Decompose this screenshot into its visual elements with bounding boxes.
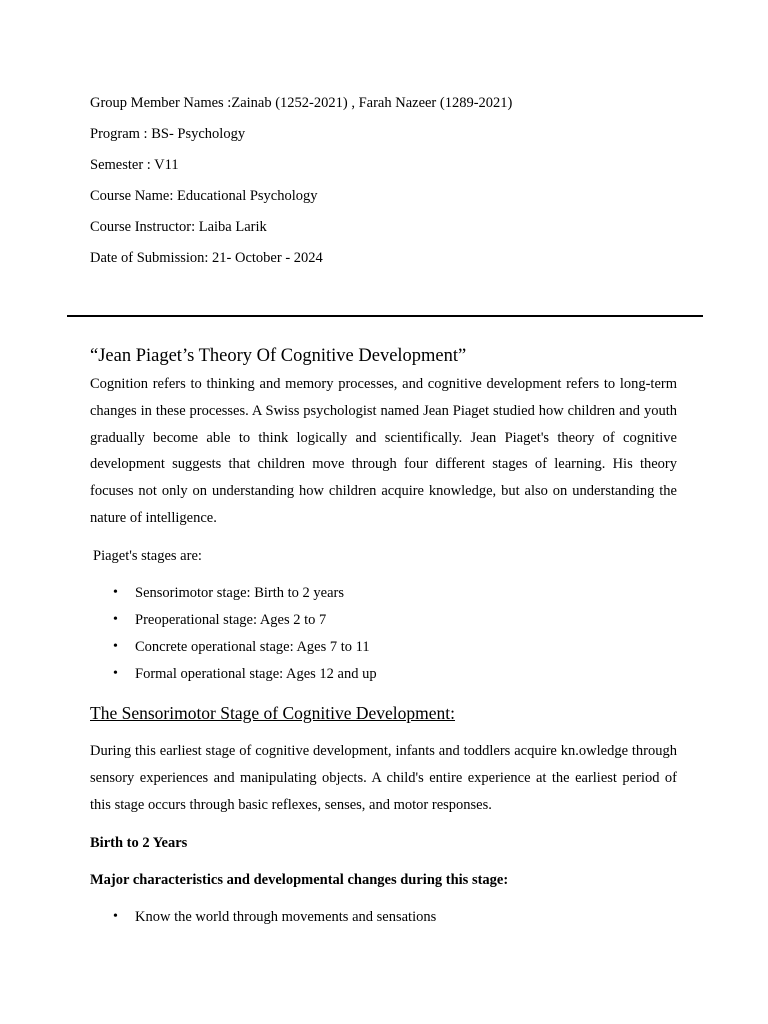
course-instructor-line: Course Instructor: Laiba Larik [90,219,267,235]
stages-intro: Piaget's stages are: [93,548,202,564]
submission-date-line: Date of Submission: 21- October - 2024 [90,250,323,266]
group-member-names: Group Member Names :Zainab (1252-2021) , Farah Nazeer (1289-2021) [90,95,513,111]
horizontal-divider [67,315,703,317]
characteristics-heading: Major characteristics and developmental changes during this stage: [90,872,509,888]
stage-label: Preoperational stage: Ages 2 to 7 [135,612,327,628]
age-range-label: Birth to 2 Years [90,835,188,851]
section-heading: The Sensorimotor Stage of Cognitive Development: [90,703,456,723]
intro-paragraph: Cognition refers to thinking and memory processes, and cognitive development refers to long-term changes in these processes. A Swiss psychologist named Jean Piaget studied how children and youth gradually become able to think logically and scientifically. Jean Piaget's theory of cognitive development suggests that children move through four different stages of learning. His theory focuses not only on understanding how children acquire knowledge, but also on understanding the nature of intelligence. [90,376,677,526]
bullet-icon: • [113,639,118,654]
stage-label: Formal operational stage: Ages 12 and up [135,666,377,682]
bullet-icon: • [113,585,118,600]
program-line: Program : BS- Psychology [90,126,246,142]
stage-label: Sensorimotor stage: Birth to 2 years [135,585,345,601]
course-name-line: Course Name: Educational Psychology [90,188,318,204]
bullet-icon: • [113,666,118,681]
bullet-icon: • [113,909,118,924]
semester-line: Semester : V11 [90,157,179,173]
bullet-icon: • [113,612,118,627]
stage-label: Concrete operational stage: Ages 7 to 11 [135,639,370,655]
characteristic-label: Know the world through movements and sensations [135,909,437,925]
section-paragraph: During this earliest stage of cognitive development, infants and toddlers acquire kn.owledge through sensory experiences and manipulating objects. A child's entire experience at the earliest period of this stage occurs through basic reflexes, senses, and motor responses. [90,743,677,813]
document-title: “Jean Piaget’s Theory Of Cognitive Development” [90,346,467,366]
